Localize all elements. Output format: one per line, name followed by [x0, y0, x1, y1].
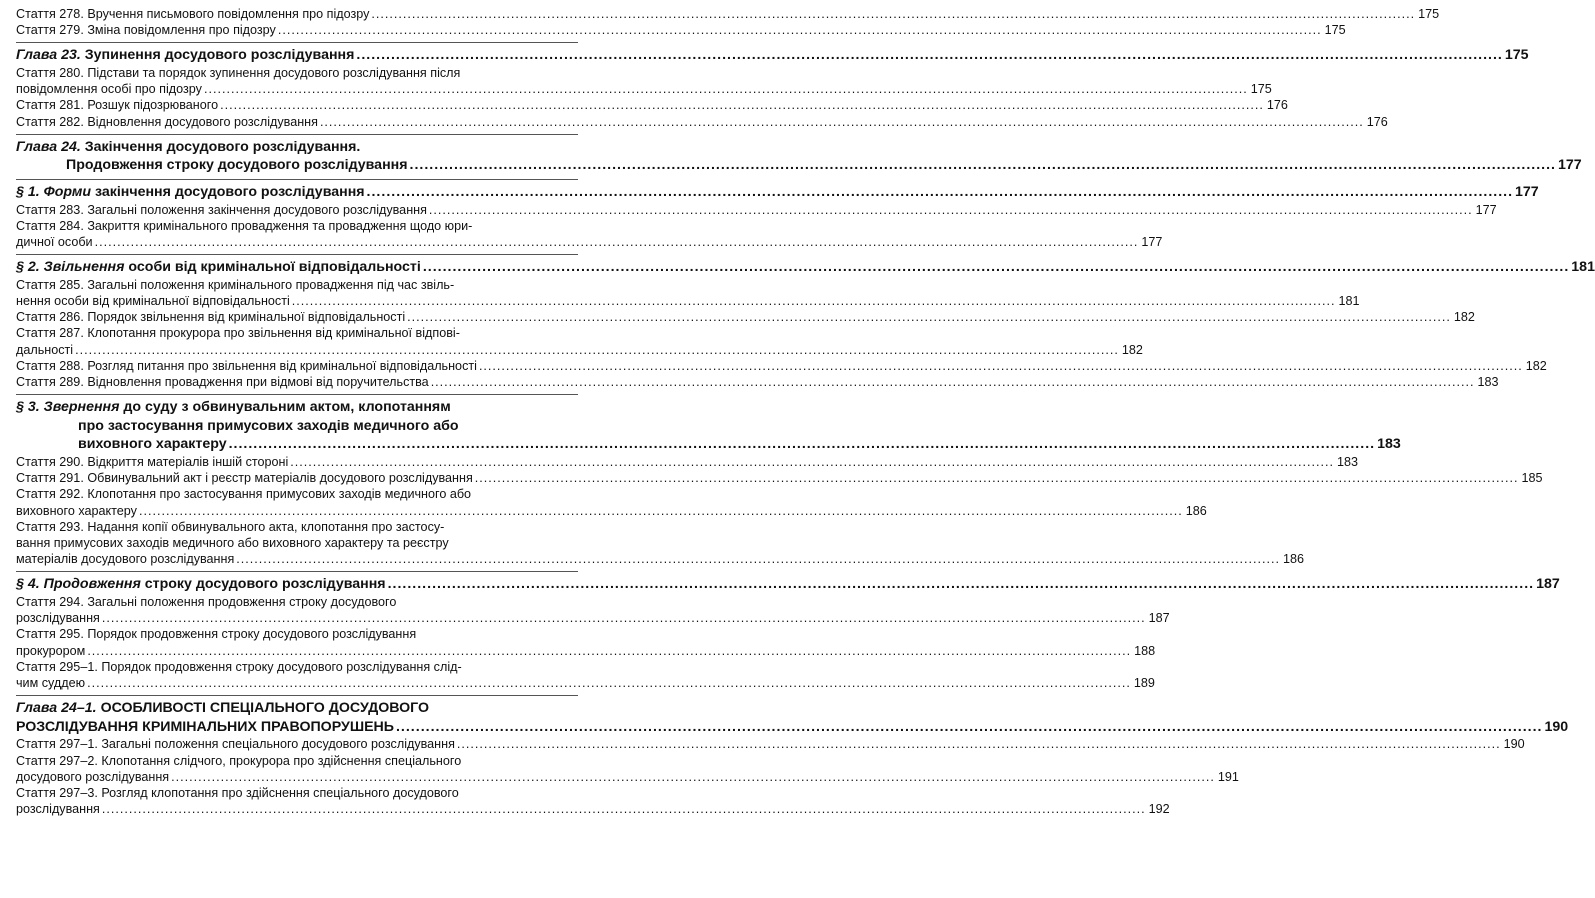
toc-entry-article-297-2: Стаття 297–2. Клопотання слідчого, прокурора про здійснення спеціального досудового розслідування ..... 191 — [16, 753, 578, 785]
toc-entry-article-294: Стаття 294. Загальні положення продовження строку досудового розслідування ..... 187 — [16, 594, 578, 626]
toc-section-1: § 1. Форми закінчення досудового розслідування ..... 177 — [16, 183, 578, 202]
toc-entry-article-281: Стаття 281. Розшук підозрюваного ..... 176 — [16, 97, 578, 113]
toc-entry-article-289: Стаття 289. Відновлення провадження при відмові від поручительства ..... 183 — [16, 374, 578, 390]
divider — [16, 179, 578, 180]
toc-chapter-24-1: Глава 24–1. ОСОБЛИВОСТІ СПЕЦІАЛЬНОГО ДОСУДОВОГО РОЗСЛІДУВАННЯ КРИМІНАЛЬНИХ ПРАВОПОРУШЕНЬ ..... 190 — [16, 699, 578, 736]
toc-entry-article-284: Стаття 284. Закриття кримінального провадження та провадження щодо юри- дичної особи ..... 177 — [16, 218, 578, 250]
toc-entry-article-279: Стаття 279. Зміна повідомлення про підозру ..... 175 — [16, 22, 578, 38]
toc-chapter-24: Глава 24. Закінчення досудового розслідування. Продовження строку досудового розслідування ..... 177 — [16, 138, 578, 175]
divider — [16, 571, 578, 572]
divider — [16, 254, 578, 255]
toc-section-4: § 4. Продовження строку досудового розслідування ..... 187 — [16, 575, 578, 594]
toc-chapter-23: Глава 23. Зупинення досудового розслідування ..... 175 — [16, 46, 578, 65]
divider — [16, 394, 578, 395]
toc-section-3: § 3. Звернення до суду з обвинувальним актом, клопотанням про застосування примусових заходів медичного або виховного характеру ..... 183 — [16, 398, 578, 454]
toc-entry-article-282: Стаття 282. Відновлення досудового розслідування ..... 176 — [16, 114, 578, 130]
divider — [16, 42, 578, 43]
divider — [16, 134, 578, 135]
toc-entry-article-290: Стаття 290. Відкриття матеріалів іншій стороні ..... 183 — [16, 454, 578, 470]
toc-entry-article-283: Стаття 283. Загальні положення закінчення досудового розслідування ..... 177 — [16, 202, 578, 218]
toc-entry-article-286: Стаття 286. Порядок звільнення від кримінальної відповідальності ..... 182 — [16, 309, 578, 325]
toc-entry-article-295: Стаття 295. Порядок продовження строку досудового розслідування прокурором ..... 188 — [16, 626, 578, 658]
toc-entry-article-280: Стаття 280. Підстави та порядок зупинення досудового розслідування після повідомлення особі про підозру ..... 175 — [16, 65, 578, 97]
toc-entry-article-297-1: Стаття 297–1. Загальні положення спеціального досудового розслідування ..... 190 — [16, 736, 578, 752]
toc-entry-article-288: Стаття 288. Розгляд питання про звільнення від кримінальної відповідальності ..... 182 — [16, 358, 578, 374]
toc-entry-article-292: Стаття 292. Клопотання про застосування примусових заходів медичного або виховного характеру ..... 186 — [16, 486, 578, 518]
toc-entry-article-278: Стаття 278. Вручення письмового повідомлення про підозру ..... 175 — [16, 6, 578, 22]
toc-section-2: § 2. Звільнення особи від кримінальної відповідальності ..... 181 — [16, 258, 578, 277]
toc-entry-article-291: Стаття 291. Обвинувальний акт і реєстр матеріалів досудового розслідування ..... 185 — [16, 470, 578, 486]
toc-entry-article-285: Стаття 285. Загальні положення кримінального провадження під час звіль- нення особи від кримінальної відповідальності ..... 181 — [16, 277, 578, 309]
toc-entry-article-297-3: Стаття 297–3. Розгляд клопотання про здійснення спеціального досудового розслідування ..... 192 — [16, 785, 578, 817]
divider — [16, 695, 578, 696]
toc-entry-article-295-1: Стаття 295–1. Порядок продовження строку досудового розслідування слід- чим суддею ..... 189 — [16, 659, 578, 691]
toc-entry-article-293: Стаття 293. Надання копії обвинувального акта, клопотання про застосу- вання примусових заходів медичного або виховного характеру та реєстру матеріалів досудового розслідування ..... 186 — [16, 519, 578, 568]
toc-entry-article-287: Стаття 287. Клопотання прокурора про звільнення від кримінальної відпові- дальності ..... 182 — [16, 325, 578, 357]
